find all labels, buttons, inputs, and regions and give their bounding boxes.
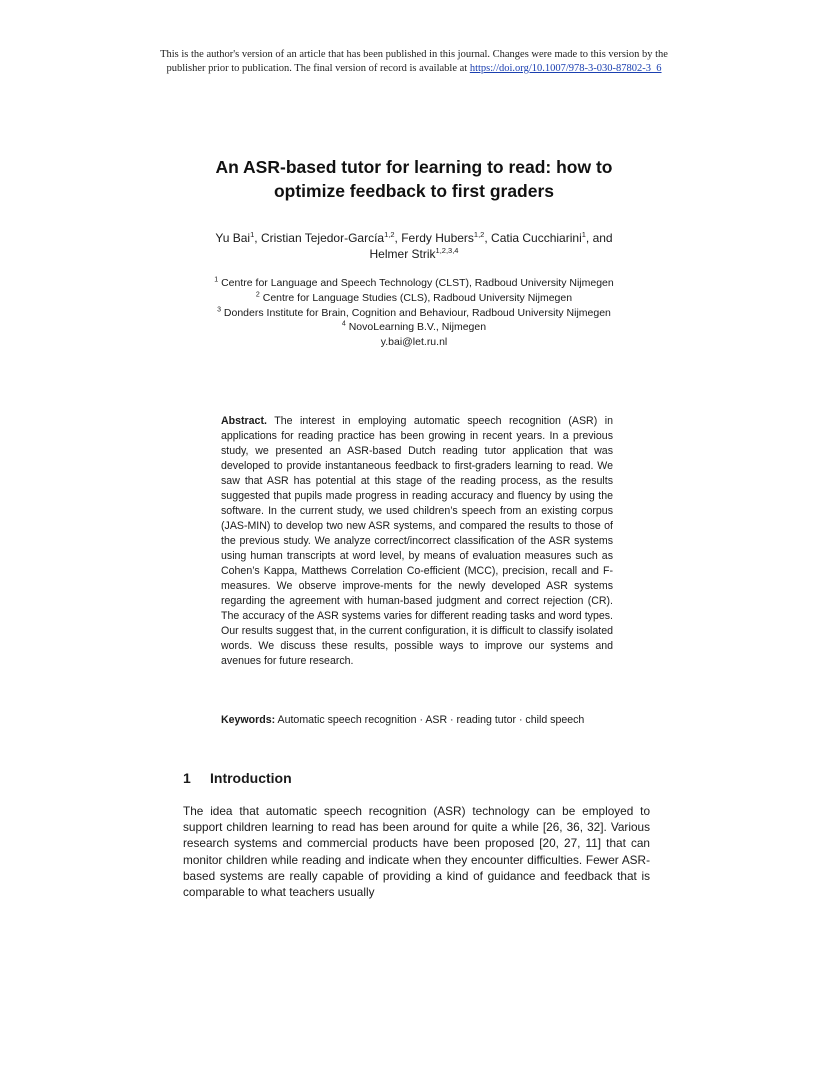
author-affil-sup: 1 (250, 230, 255, 239)
author-name: Cristian Tejedor-García (260, 231, 385, 245)
affiliation-item (180, 320, 648, 335)
notice-line-2 (100, 62, 728, 76)
abstract-block (221, 414, 613, 669)
author-separator: , (254, 231, 261, 245)
author-separator: , and (585, 231, 613, 245)
keywords-block (221, 713, 613, 728)
paper-title (140, 155, 688, 203)
affiliation-sup: 1 (214, 276, 219, 284)
contact-email: y.bai@let.ru.nl (380, 336, 448, 349)
author-affil-sup: 1 (581, 230, 586, 239)
affiliation-text: Centre for Language Studies (CLS), Radboud University Nijmegen (262, 291, 573, 304)
author-list (170, 230, 658, 262)
author-affil-sup: 1,2 (384, 230, 395, 239)
keywords-label: Keywords: (221, 714, 276, 726)
notice-line-2-text: publisher prior to publication. The final version of record is available at (166, 63, 468, 74)
publication-notice (100, 48, 728, 76)
affiliation-list (180, 276, 648, 350)
author-separator: , (394, 231, 402, 245)
author-affil-sup: 1,2 (473, 230, 485, 239)
affiliation-sup: 2 (255, 291, 260, 299)
affiliation-text: Centre for Language and Speech Technology (CLST), Radboud University Nijmegen (221, 277, 614, 289)
section-heading-introduction (183, 768, 292, 788)
affiliation-item (180, 276, 648, 291)
affiliation-sup: 4 (341, 320, 346, 328)
author-name: Ferdy Hubers (401, 231, 474, 245)
keywords-text: Automatic speech recognition · ASR · reading tutor · child speech (277, 714, 585, 726)
author-name: Helmer Strik (369, 247, 436, 261)
affiliation-sup: 3 (217, 306, 221, 314)
abstract-label: Abstract. (221, 415, 267, 427)
section-title: Introduction (210, 770, 292, 786)
affiliation-text: Donders Institute for Brain, Cognition and Behaviour, Radboud University Nijmegen (223, 306, 611, 319)
author-separator: , (484, 231, 492, 245)
author-name: Yu Bai (215, 231, 251, 245)
affiliation-item (180, 306, 648, 321)
author-name: Catia Cucchiarini (491, 231, 582, 245)
doi-link[interactable]: https://doi.org/10.1007/978-3-030-87802-3_6 (469, 63, 662, 74)
affiliation-text: NovoLearning B.V., Nijmegen (348, 321, 487, 334)
title-line-2: optimize feedback to first graders (273, 181, 555, 201)
notice-line-1: This is the author's version of an article that has been published in this journal. Changes were made to this version by the (160, 49, 668, 60)
author-affil-sup: 1,2,3,4 (435, 246, 459, 255)
affiliation-item (180, 291, 648, 306)
title-line-1: An ASR-based tutor for learning to read: how to (215, 157, 613, 177)
section-number: 1 (183, 770, 191, 786)
intro-paragraph: The idea that automatic speech recognition (ASR) technology can be employed to support children learning to read has been around for quite a while [26, 36, 32]. Various research systems and commercial products have been proposed [20, 27, 11] that can monitor children while reading and indicate when they encounter difficulties. Fewer ASR-based systems are really capable of providing a kind of guidance and feedback that is comparable to what teachers usually (183, 804, 650, 900)
abstract-text: The interest in employing automatic speech recognition (ASR) in applications for reading practice has been growing in recent years. In a previous study, we presented an ASR-based Dutch reading tutor application that was developed to provide instantaneous feedback to first-graders learning to read. We saw that ASR has potential at this stage of the reading process, as the results suggested that pupils made progress in reading accuracy and fluency by using the software. In the current study, we used children’s speech from an existing corpus (JAS-MIN) to develop two new ASR systems, and compared the results to those of the previous study. We analyze correct/incorrect classification of the ASR systems using human transcripts at word level, by means of evaluation measures such as Cohen’s Kappa, Matthews Correlation Co-efficient (MCC), precision, recall and F-measures. We observe improve-ments for the newly developed ASR systems regarding the agreement with human-based judgment and correct rejection (CR). The accuracy of the ASR systems varies for different reading tasks and word types. Our results suggest that, in the current configuration, it is difficult to classify isolated words. We discuss these results, possible ways to improve our systems and avenues for future research. (221, 415, 613, 667)
